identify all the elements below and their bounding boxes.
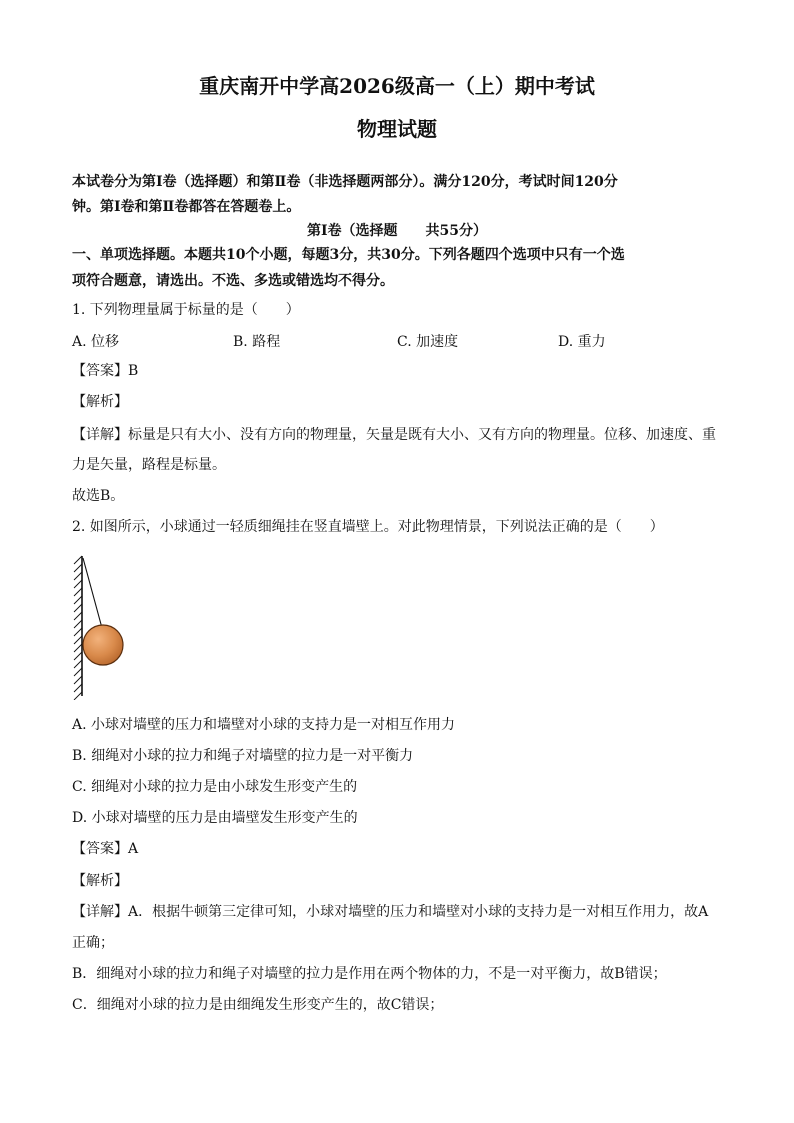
question-1-option-c: C. 加速度 [397,334,459,350]
wall-pendulum-figure [70,552,140,700]
question-1-detail-2: 力是矢量，路程是标量。 [72,457,226,473]
question-2-option-a: A. 小球对墙壁的压力和墙壁对小球的支持力是一对相互作用力 [72,717,456,733]
question-2-option-d: D. 小球对墙壁的压力是由墙壁发生形变产生的 [72,810,358,826]
intro-line-1: 本试卷分为第Ⅰ卷（选择题）和第Ⅱ卷（非选择题两部分）。满分120分，考试时间120分 [72,174,618,190]
question-1-analysis-label: 【解析】 [72,394,128,410]
question-2-option-c: C. 细绳对小球的拉力是由小球发生形变产生的 [72,779,358,795]
section-heading: 第Ⅰ卷（选择题 共55分） [306,223,488,239]
question-2-analysis-label: 【解析】 [72,873,128,889]
question-1-option-b: B. 路程 [233,334,281,350]
page-title: 重庆南开中学高2026级高一（上）期中考试 [199,74,595,98]
question-2-detail-3: B．细绳对小球的拉力和绳子对墙壁的拉力是作用在两个物体的力，不是一对平衡力，故B错误； [72,966,667,982]
question-2-stem: 2. 如图所示，小球通过一轻质细绳挂在竖直墙壁上。对此物理情景，下列说法正确的是（ ） [72,519,664,535]
question-1-stem: 1. 下列物理量属于标量的是（ ） [72,302,300,318]
page-subtitle: 物理试题 [357,117,437,141]
question-1-option-d: D. 重力 [558,334,606,350]
wall-hatching [74,556,82,700]
intro-line-2: 钟。第Ⅰ卷和第Ⅱ卷都答在答题卷上。 [72,199,301,215]
rope-line [83,558,102,628]
question-2-detail-2: 正确； [72,935,114,951]
question-2-detail-1: 【详解】A．根据牛顿第三定律可知，小球对墙壁的压力和墙壁对小球的支持力是一对相互作用力，故A [72,904,709,920]
section-instructions-2: 项符合题意，请选出。不选、多选或错选均不得分。 [72,273,394,289]
wall-ball-diagram [70,552,140,700]
question-1-conclusion: 故选B。 [72,488,125,504]
question-2-option-b: B. 细绳对小球的拉力和绳子对墙壁的拉力是一对平衡力 [72,748,414,764]
question-1-detail-1: 【详解】标量是只有大小、没有方向的物理量，矢量是既有大小、又有方向的物理量。位移、加速度、重 [72,427,716,443]
question-2-answer: 【答案】A [72,841,139,857]
ball-shape [83,625,123,665]
question-1-option-a: A. 位移 [72,334,120,350]
section-instructions-1: 一、单项选择题。本题共10个小题，每题3分，共30分。下列各题四个选项中只有一个选 [72,247,625,263]
question-2-detail-4: C．细绳对小球的拉力是由细绳发生形变产生的，故C错误； [72,997,444,1013]
question-1-answer: 【答案】B [72,363,139,379]
